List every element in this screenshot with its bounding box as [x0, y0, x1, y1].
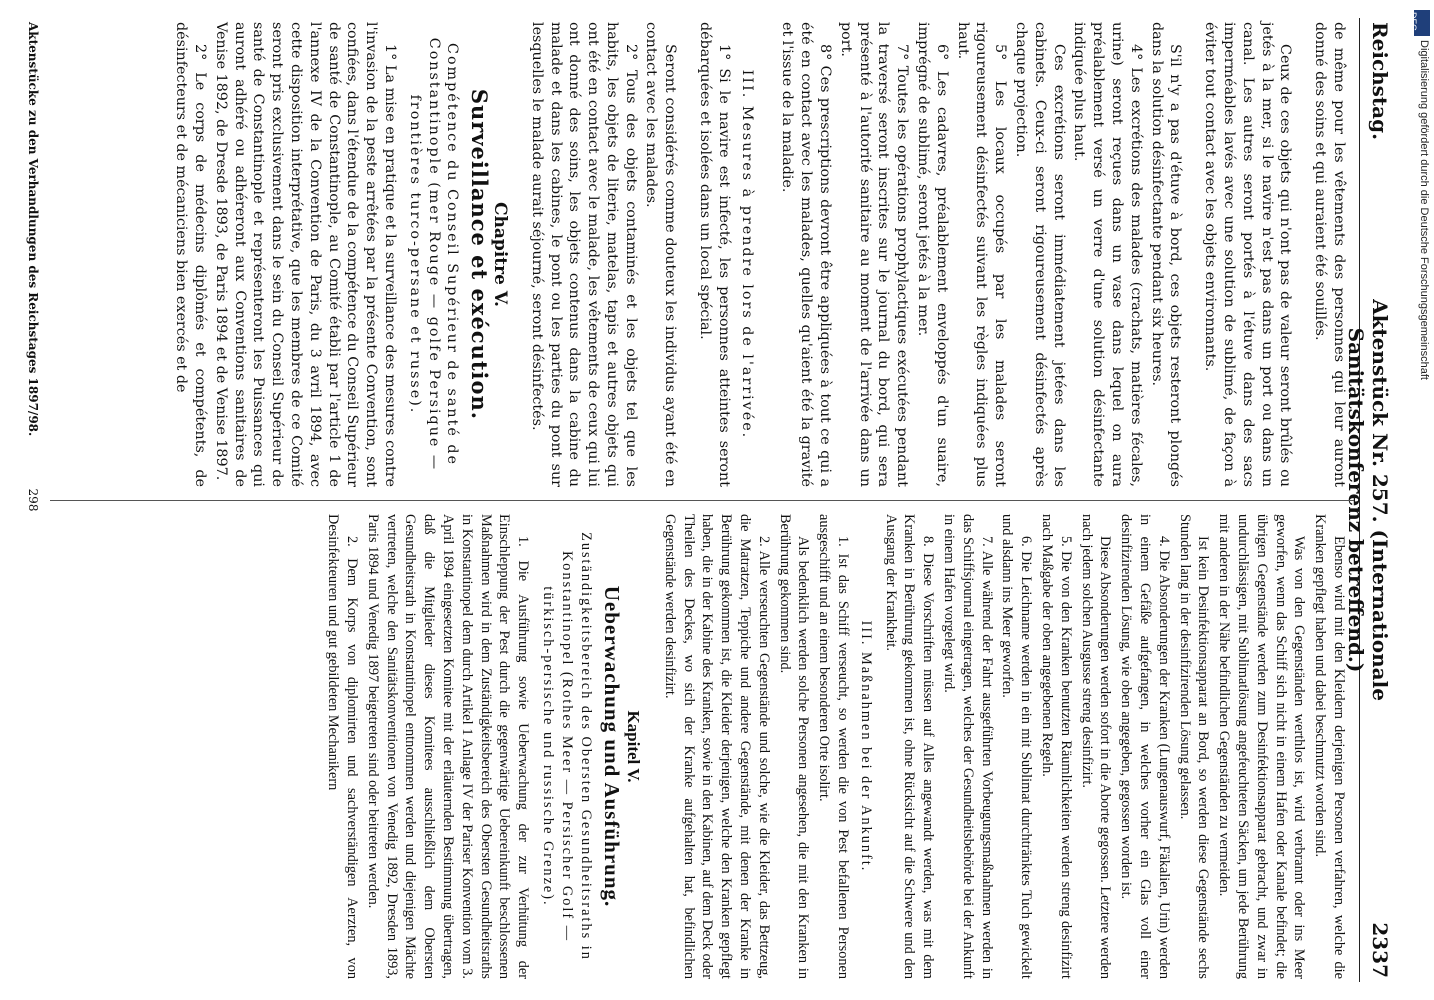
fr-paragraph-5: Ces excrétions seront immédiatement jetées dans les cabinets. Ceux-ci seront rigoureusement désinfectés après chaque projection.: [1013, 22, 1067, 487]
fr-paragraph-4: 4° Les excrétions des malades (crachats, matières fécales, urine) seront reçues dans un vase dans lequel on aura préalablement versé un verre d'une solution désinfectante indiquée plus haut.: [1071, 22, 1144, 487]
fr-paragraph-3: S'il n'y a pas d'étuve à bord, ces objets resteront plongés dans la solution désinfectante pendant six heures.: [1148, 22, 1184, 487]
de-paragraph-3: Ist kein Desinfektionsapparat an Bord, so werden diese Gegenstände sechs Stunden lang in der desinfizirenden Lösung gelassen.: [1176, 514, 1212, 979]
de-paragraph-4: 4. Die Absonderungen der Kranken (Lungenauswurf, Fäkalien, Urin) werden in einem Gefäße aufgefangen, in welches vorher ein Glas voll einer desinfizirenden Lösung, wie oben angegeben, gegossen worden ist.: [1118, 514, 1172, 979]
header-title: Aktenstück Nr. 257. (Internationale Sanitätskonferenz betreffend.): [1344, 299, 1392, 701]
de-paragraph-14: 2. Dem Korps von diplomirten und sachverständigen Aerzten, von Desinfekteuren und gut gebildeten Mechanikern: [325, 514, 360, 979]
page-footer: [18, 22, 44, 978]
de-chapter-title: Ueberwachung und Ausführung.: [600, 585, 625, 908]
french-column: [169, 22, 1348, 487]
de-paragraph-12: 2. Alle verseuchten Gegenstände und solche, wie die Kleider, das Bettzeug, die Matratzen, Teppiche und andere Gegenstände, mit denen der Kranke in Berührung gekommen ist, die Kleider derjenigen, welche den Kranken gepflegt haben, die in der Kabine des Kranken, sowie in den Kabinen, auf dem Deck oder Theilen des Deckes, wo sich der Kranke aufgehalten hat, befindlichen Gegenstände werden desinfizirt.: [661, 514, 772, 979]
fr-paragraph-9: 8° Ces prescriptions devront être appliquées à tout ce qui a été en contact avec les malades, quelles qu'aient été la gravité et l'issue de la maladie.: [779, 22, 834, 487]
de-paragraph-1: Ebenso wird mit den Kleidern derjenigen Personen verfahren, welche die Kranken gepflegt haben und dabei beschmutzt worden sind.: [1312, 514, 1347, 979]
fr-section-heading: III. Mesures à prendre lors de l'arrivée.: [738, 69, 755, 440]
fr-paragraph-6: 5° Les locaux occupés par les malades seront rigoureusement désinfectés suivant les règles indiquées plus haut.: [954, 22, 1009, 487]
de-paragraph-8: 7. Alle während der Fahrt ausgeführten Vorbeugungsmaßnahmen werden in das Schiffsjournal eingetragen, welches der Gesundheitsbehörde bei der Ankunft in einem Hafen vorgelegt wird.: [941, 514, 995, 979]
fr-paragraph-7: 6° Les cadavres, préalablement enveloppés d'un suaire, imprégné de sublimé, seront jetés à la mer.: [915, 22, 950, 487]
header-left: Reichstag.: [1368, 22, 1392, 141]
de-paragraph-6: 5. Die von den Kranken benutzten Räumlichkeiten werden streng desinfizirt nach Maßgabe der oben angegebenen Regeln.: [1039, 514, 1074, 979]
footer-folio: 298: [26, 488, 40, 512]
fr-paragraph-12: 2° Tous des objets contaminés et les objets tel que les habits, les objets de literie, matelas, tapis et autres objets qui ont été en contact avec le malade, les vêtements de ceux qui lui ont donné des soins, les objets contenus dans la cabine du malade et dans les cabines, le pont ou les parties du pont sur lesquelles le malade aurait séjourné, seront désinfectés.: [528, 22, 639, 487]
fr-paragraph-14: 2° Le corps de médecins diplômés et compétents, de désinfecteurs et de mécaniciens bien exercés et de: [173, 22, 208, 487]
fr-paragraph-2: Ceux de ces objets qui n'ont pas de valeur seront brûlés ou jetés à la mer, si le navire n'est pas dans un port ou dans un canal. Les autres seront portés à l'étuve dans des sacs imperméables lavés avec une solution de sublimé, de façon à éviter tout contact avec les objets environnants.: [1202, 22, 1294, 487]
fr-paragraph-13: 1° La mise en pratique et la surveillance des mesures contre l'invasion de la peste arrêtées par la présente Convention, sont confiées, dans l'étendue de la compétence du Conseil Supérieur de santé de Constantinople, au Comité établi par l'article 1 de l'annexe IV de la Convention de Paris, du 3 avril 1894, avec cette disposition interprétative, que les membres de ce Comité seront pris exclusivement dans le sein du Conseil Supérieur de santé de Constantinople et représenteront les Puissances qui auront adhéré ou adhéreront aux Conventions sanitaires de Venise 1892, de Dresde 1893, de Paris 1894 et de Venise 1897.: [212, 22, 398, 487]
de-chapter-number: Kapitel V.: [624, 710, 644, 783]
fr-paragraph-10: 1° Si le navire est infecté, les personnes atteintes seront débarquées et isolées dans un local spécial.: [697, 22, 732, 487]
de-paragraph-7: 6. Die Leichname werden in ein mit Sublimat durchtränktes Tuch gewickelt und alsdann ins Meer geworfen.: [999, 514, 1035, 979]
de-paragraph-10: 1. Ist das Schiff verseucht, so werden die von Pest befallenen Personen ausgeschifft und an einem besonderen Orte isolirt.: [816, 514, 852, 979]
fr-paragraph-8: 7° Toutes les opérations prophylactiques exécutées pendant la traversé seront inscrites sur le journal du bord, qui sera présenté à l'autorité sanitaire au moment de l'arrivée dans un port.: [837, 22, 911, 487]
page-number: 2337: [1368, 922, 1392, 978]
fr-chapter-subtitle: Compétence du Conseil Supérieur de santé de Constantinople (mer Rouge — golfe Persique — frontières turco-persane et russe).: [406, 37, 461, 472]
fr-paragraph-11: Seront considérés comme douteux les individus ayant été en contact avec les malades.: [643, 22, 679, 487]
de-paragraph-13: 1. Die Ausführung sowie Ueberwachung der zur Verhütung der Einschleppung der Pest durch die gegenwärtige Uebereinkunft beschlossenen Maßnahmen wird in dem Zuständigkeitsbereich des Obersten Gesundheitsraths in Konstantinopel dem durch Artikel 1 Anlage IV der Pariser Konvention vom 3. April 1894 eingesetzten Komitee mit der erläuternden Bestimmung übertragen, daß die Mitglieder dieses Komitees ausschließlich dem Obersten Gesundheitsrath in Konstantinopel entnommen werden und diejenigen Mächte vertreten, welche den Sanitätskonventionen von Venedig 1892, Dresden 1893, Paris 1894 und Venedig 1897 beigetreten sind oder beitreten werden.: [364, 514, 532, 979]
dfg-logo-text: DFG: [1408, 12, 1418, 31]
de-paragraph-11: Als bedenklich werden solche Personen angesehen, die mit den Kranken in Berührung gekommen sind.: [776, 514, 812, 979]
page-header: [1344, 18, 1400, 982]
german-column: [321, 514, 1348, 979]
de-paragraph-5: Diese Absonderungen werden sofort in die Aborte gegossen. Letztere werden nach jedem solchen Ausgusse streng desinfizirt.: [1078, 514, 1114, 979]
footer-source: Aktenstücke zu den Verhandlungen des Reichstages 1897/98.: [26, 22, 40, 437]
fr-chapter-title: Surveillance et exécution.: [467, 88, 493, 421]
de-paragraph-2: Was von den Gegenständen werthlos ist, wird verbrannt oder ins Meer geworfen, wenn das Schiff sich nicht in einem Hafen oder Kanale befindet; die übrigen Gegenstände werden zum Desinfektionsapparat gebracht, und zwar in undurchlässigen, mit Sublimatlösung angefeuchteten Säcken, um jede Berührung mit anderen in der Nähe befindlichen Gegenständen zu vermeiden.: [1216, 514, 1308, 979]
dfg-credit-text: Digitalisierung gefördert durch die Deutsche Forschungsgemeinschaft: [1418, 40, 1430, 380]
fr-paragraph-1: de même pour les vêtements des personnes qui leur auront donné des soins et qui auraient été souillés.: [1312, 22, 1347, 487]
fr-chapter-number: Chapitre V.: [489, 202, 510, 307]
digitization-credit: [1410, 0, 1434, 1000]
de-paragraph-9: 8. Diese Vorschriften müssen auf Alles angewandt werden, was mit dem Kranken in Berührung gekommen ist, ohne Rücksicht auf die Schwere und den Ausgang der Krankheit.: [882, 514, 937, 979]
column-divider: [50, 500, 1354, 501]
de-section-heading: III. Maßnahmen bei der Ankunft.: [857, 620, 874, 873]
de-chapter-subtitle: Zuständigkeitsbereich des Obersten Gesundheitsraths in Konstantinopel (Rothes Meer — Persischer Golf — türkisch-persische und russische Grenze).: [539, 532, 594, 961]
